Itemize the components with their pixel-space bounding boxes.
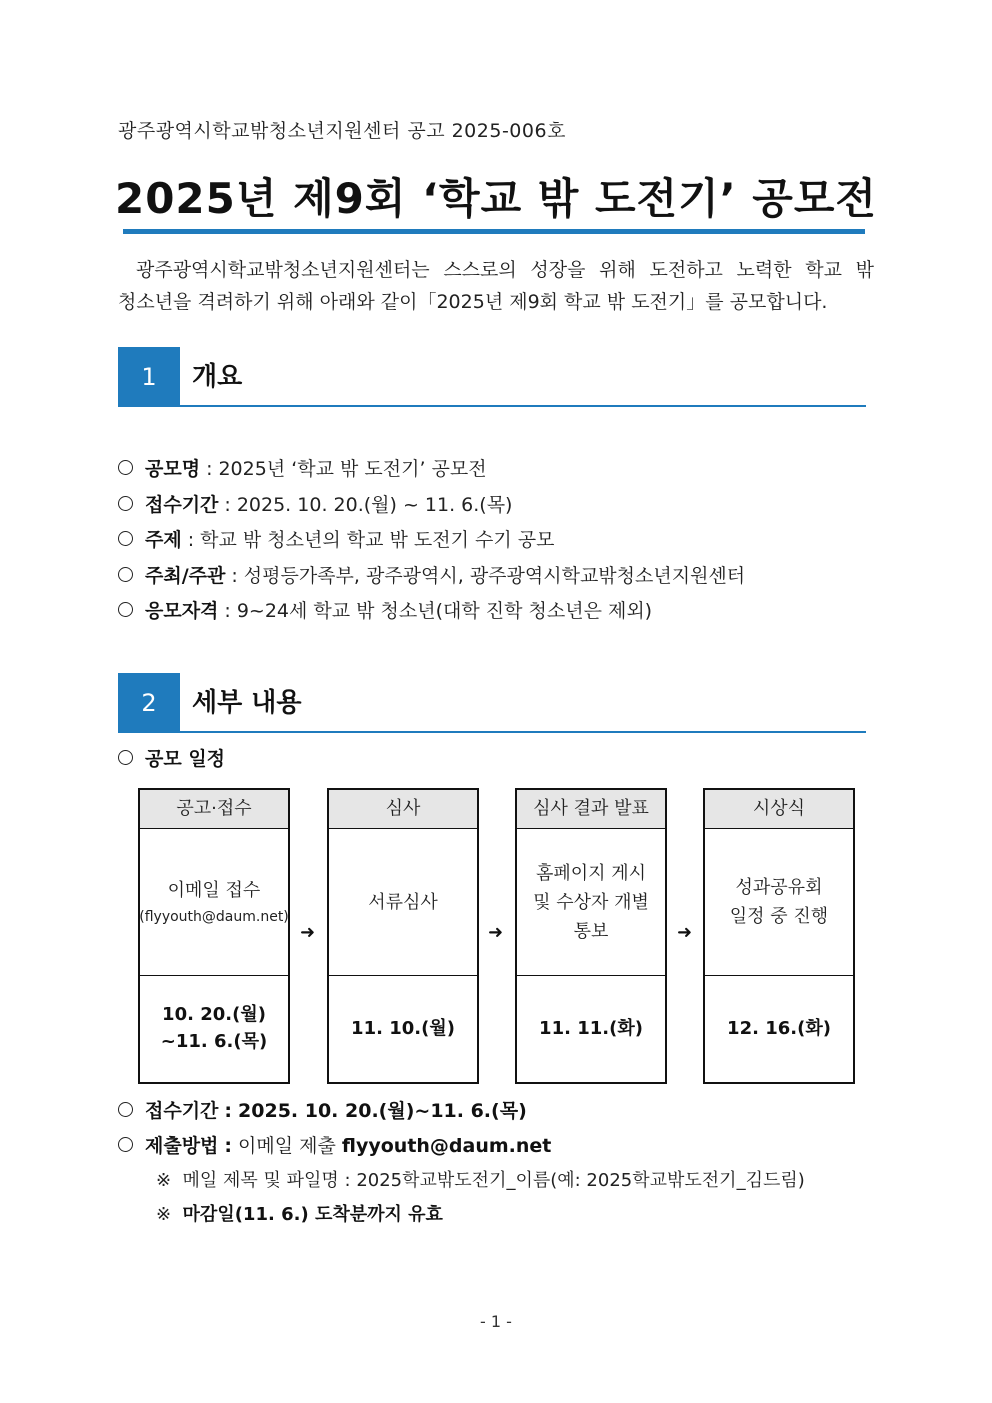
circle-bullet-icon (118, 750, 133, 765)
note-text: 메일 제목 및 파일명 : 2025학교밖도전기_이름(예: 2025학교밖도전기_김드림) (182, 1170, 805, 1191)
overview-value: 학교 밖 청소년의 학교 밖 도전기 수기 공모 (200, 529, 555, 551)
circle-bullet-icon (118, 496, 133, 511)
schedule-label-text: 공모 일정 (145, 748, 226, 770)
flow-body-line: 성과공유회 (735, 877, 823, 898)
flow-body-email: (flyyouth@daum.net) (139, 908, 289, 925)
overview-value: 2025. 10. 20.(월) ~ 11. 6.(목) (236, 493, 513, 516)
circle-bullet-icon (118, 1137, 133, 1152)
overview-label: 주제 (145, 529, 182, 551)
overview-label: 응모자격 (145, 600, 219, 622)
circle-bullet-icon (118, 602, 133, 617)
overview-label: 공모명 (145, 458, 201, 480)
overview-value: 성평등가족부, 광주광역시, 광주광역시학교밖청소년지원센터 (243, 564, 746, 587)
flow-body-line: 일정 중 진행 (729, 906, 829, 927)
schedule-label (118, 742, 225, 777)
section-2-header (118, 673, 866, 733)
intro-line-2: 청소년을 격려하기 위해 아래와 같이「2025년 제9회 학교 밖 도전기」를 공모합니다. (118, 291, 828, 313)
flow-step-ceremony (703, 788, 855, 1084)
intro-paragraph (118, 254, 874, 318)
flow-step-body (705, 829, 853, 976)
note-mark-icon: ※ (156, 1204, 172, 1225)
flow-date-line: 11. 10.(월) (351, 1017, 455, 1039)
section-2-title: 세부 내용 (192, 688, 302, 718)
flow-step-date (705, 976, 853, 1080)
flow-step-body (517, 829, 665, 976)
overview-item: 주최/주관 : 성평등가족부, 광주광역시, 광주광역시학교밖청소년지원센터 (118, 559, 745, 595)
section-1-number: 1 (118, 347, 180, 407)
section-2-number: 2 (118, 673, 180, 733)
flow-step-date (329, 976, 477, 1080)
submission-period: 접수기간 : 2025. 10. 20.(월)~11. 6.(목) (118, 1094, 805, 1129)
flow-step-head: 심사 (329, 790, 477, 829)
note-text: 마감일(11. 6.) 도착분까지 유효 (182, 1204, 443, 1225)
flow-date-line: 10. 20.(월) (162, 1004, 266, 1025)
overview-item: 접수기간 : 2025. 10. 20.(월) ~ 11. 6.(목) (118, 488, 745, 524)
flow-body-line: 통보 (573, 920, 609, 942)
overview-label: 주최/주관 (145, 564, 226, 587)
circle-bullet-icon (118, 1102, 133, 1117)
submission-method: 제출방법 : 이메일 제출 flyyouth@daum.net (118, 1129, 805, 1164)
method-prefix: 이메일 제출 (238, 1135, 336, 1157)
flow-body-line: 서류심사 (368, 891, 438, 913)
submission-list (118, 1094, 805, 1232)
flow-date-line: ~11. 6.(목) (160, 1031, 268, 1052)
overview-value: 2025년 ‘학교 밖 도전기’ 공모전 (218, 458, 487, 480)
flow-body-line: 이메일 접수 (167, 879, 261, 901)
flow-date-line: 11. 11.(화) (539, 1017, 643, 1039)
flow-body-line: 및 수상자 개별 (533, 891, 649, 913)
arrow-right-icon: ➜ (677, 922, 693, 943)
method-label: 제출방법 (145, 1135, 219, 1157)
overview-value: 9~24세 학교 밖 청소년(대학 진학 청소년은 제외) (236, 600, 653, 622)
flow-step-review (327, 788, 479, 1084)
flow-step-head: 시상식 (705, 790, 853, 829)
overview-list (118, 452, 745, 630)
flow-step-results (515, 788, 667, 1084)
section-1-header (118, 347, 866, 407)
period-label: 접수기간 (145, 1100, 219, 1122)
title-underline (123, 229, 865, 234)
flow-step-date (140, 976, 288, 1080)
notice-number: 광주광역시학교밖청소년지원센터 공고 2025-006호 (118, 120, 566, 142)
circle-bullet-icon (118, 531, 133, 546)
overview-item: 주제 : 학교 밖 청소년의 학교 밖 도전기 수기 공모 (118, 523, 745, 559)
flow-body-line: 홈페이지 게시 (535, 862, 647, 884)
flow-step-head: 공고·접수 (140, 790, 288, 829)
flow-step-body (329, 829, 477, 976)
overview-label: 접수기간 (145, 493, 219, 516)
intro-line-1: 광주광역시학교밖청소년지원센터는 스스로의 성장을 위해 도전하고 노력한 학교 밖 (136, 259, 874, 281)
flow-date-line: 12. 16.(화) (727, 1017, 831, 1039)
note-deadline (118, 1198, 805, 1232)
flow-step-head: 심사 결과 발표 (517, 790, 665, 829)
period-value: 2025. 10. 20.(월)~11. 6.(목) (238, 1100, 527, 1122)
flow-step-body (140, 829, 288, 976)
flow-step-announce (138, 788, 290, 1084)
circle-bullet-icon (118, 567, 133, 582)
note-mark-icon: ※ (156, 1170, 172, 1191)
flow-step-date (517, 976, 665, 1080)
arrow-right-icon: ➜ (300, 922, 316, 943)
section-1-title: 개요 (192, 362, 243, 392)
page-number: - 1 - (480, 1312, 512, 1331)
circle-bullet-icon (118, 460, 133, 475)
arrow-right-icon: ➜ (488, 922, 504, 943)
overview-item: 응모자격 : 9~24세 학교 밖 청소년(대학 진학 청소년은 제외) (118, 594, 745, 630)
method-email: flyyouth@daum.net (341, 1135, 552, 1157)
page-title: 2025년 제9회 ‘학교 밖 도전기’ 공모전 (114, 174, 877, 223)
overview-item: 공모명 : 2025년 ‘학교 밖 도전기’ 공모전 (118, 452, 745, 488)
note-filename (118, 1164, 805, 1198)
